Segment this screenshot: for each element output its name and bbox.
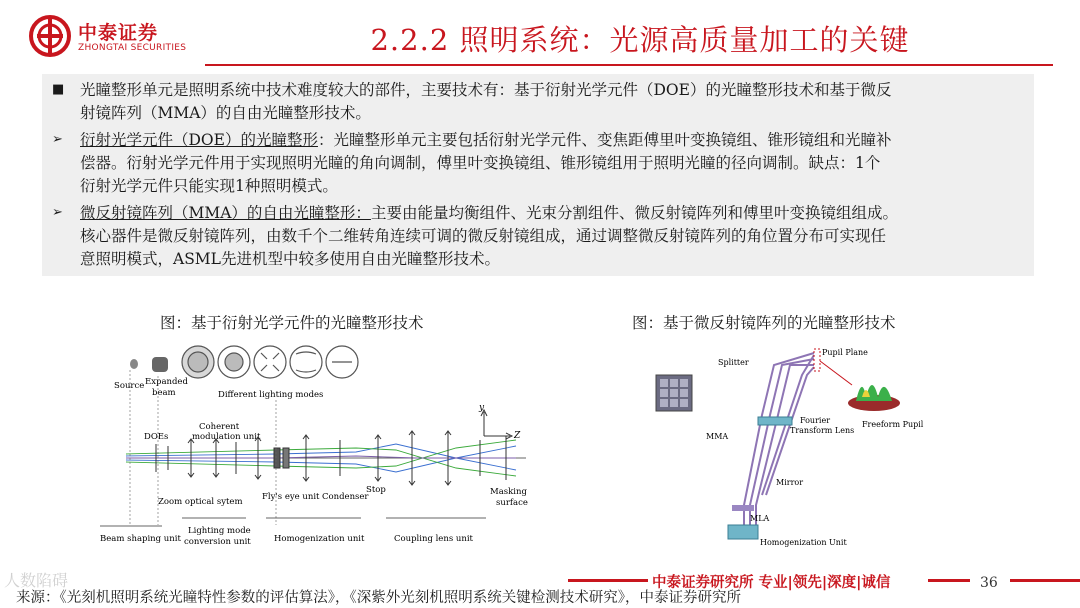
lighting-mode-label: Lighting mode [188,526,251,536]
homogenization-label: Homogenization unit [274,534,365,544]
splitter-label: Splitter [718,358,749,367]
freeform-pupil-label: Freeform Pupil [862,420,924,429]
does-label: DOEs [144,432,169,442]
arrow-bullet-icon: ➢ [52,132,63,147]
source-label: Source [114,381,145,391]
footer-divider-left [568,579,648,582]
coherent-label: Coherent [199,422,240,432]
square-bullet-icon: ■ [52,82,65,97]
footer-divider-right [1010,579,1080,582]
stop-label: Stop [366,485,386,495]
z-axis-label: Z [514,431,521,441]
beam-shaping-label: Beam shaping unit [100,534,181,544]
mla-label: MLA [750,514,770,523]
beam-label: beam [152,388,176,398]
masking-label: Masking [490,487,527,497]
title-divider [205,64,1053,66]
doe-pupil-shaping-diagram [96,340,536,555]
pupil-plane-label: Pupil Plane [822,348,868,357]
arrow-bullet-icon: ➢ [52,205,63,220]
bullet-3-heading: 微反射镜阵列（MMA）的自由光瞳整形： [80,204,371,222]
surface-label: surface [496,498,528,508]
conversion-label: conversion unit [184,537,251,547]
freeform-pupil-icon [848,385,900,411]
summary-box: ■ 光瞳整形单元是照明系统中技术难度较大的部件，主要技术有：基于衍射光学元件（DOE）的光瞳整形技术和基于微反 射镜阵列（MMA）的自由光瞳整形技术。 ➢ 衍射光学元件（DOE）的光瞳整形：光瞳整形单元主要包括衍射光学元件、变焦距傅里叶变换镜组、锥形镜组和光瞳补 偿器。衍射光学元件用于实现照明光瞳的角向调制，傅里叶变换镜组、锥形镜组用于照明光瞳的径向调制。缺点：1个 衍射光学元件只能实现1种照明模式。 ➢ 微反射镜阵列（MMA）的自由光瞳整形：主要由能量均衡组件、光束分割组件、微反射镜阵列和傅里叶变换镜组组成。 核心器件是微反射镜阵列，由数千个二维转角连续可调的微反射镜组成，通过调整微反射镜阵列的角位置分布可实现任 意照明模式，ASML先进机型中较多使用自由光瞳整形技术。 [42,74,1034,276]
company-logo-mark [28,14,72,58]
homogenization-unit-label: Homogenization Unit [760,538,847,547]
company-name-cn: 中泰证券 [78,22,159,44]
modulation-label: modulation unit [192,432,261,442]
beam-paths [744,353,814,535]
lighting-modes-icons [182,346,358,378]
zoom-label: Zoom optical sytem [158,497,243,507]
y-axis-label: y [479,403,485,413]
page-title: 2.2.2 照明系统：光源高质量加工的关键 [370,23,910,57]
mma-label: MMA [706,432,729,441]
mla-icon [732,505,754,511]
homogenization-unit-icon [728,525,758,539]
page-number: 36 [980,575,998,591]
footer-divider-mid [928,579,970,582]
mma-freeform-pupil-diagram [652,345,942,555]
mirror-label: Mirror [776,478,804,487]
company-logo [28,14,187,60]
bullet-2-heading: 衍射光学元件（DOE）的光瞳整形 [80,131,318,149]
company-name-en: ZHONGTAI SECURITIES [78,43,187,53]
flys-eye-label: Fly's eye unit [262,492,320,502]
expanded-label: Expanded [145,377,188,387]
mma-grid-icon [656,375,692,411]
figure-left-caption: 图：基于衍射光学元件的光瞳整形技术 [160,314,424,332]
source-note: 来源：《光刻机照明系统光瞳特性参数的评估算法》，《深紫外光刻机照明系统关键检测技术研究》，中泰证券研究所 [16,590,741,606]
fourier-label: Fourier [800,416,831,425]
source-icon [130,357,168,372]
condenser-label: Condenser [322,492,369,502]
transform-lens-label: Transform Lens [790,426,855,435]
figure-right-caption: 图：基于微反射镜阵列的光瞳整形技术 [632,314,896,332]
coupling-label: Coupling lens unit [394,534,473,544]
axis-arrows-icon [481,410,512,439]
fourier-lens-icon [758,417,792,425]
watermark: 人数陷碍 [4,571,69,590]
footer-brand: 中泰证券研究所 专业|领先|深度|诚信 [652,575,891,591]
lighting-modes-label: Different lighting modes [218,390,324,400]
pupil-plane-marker [814,349,820,371]
